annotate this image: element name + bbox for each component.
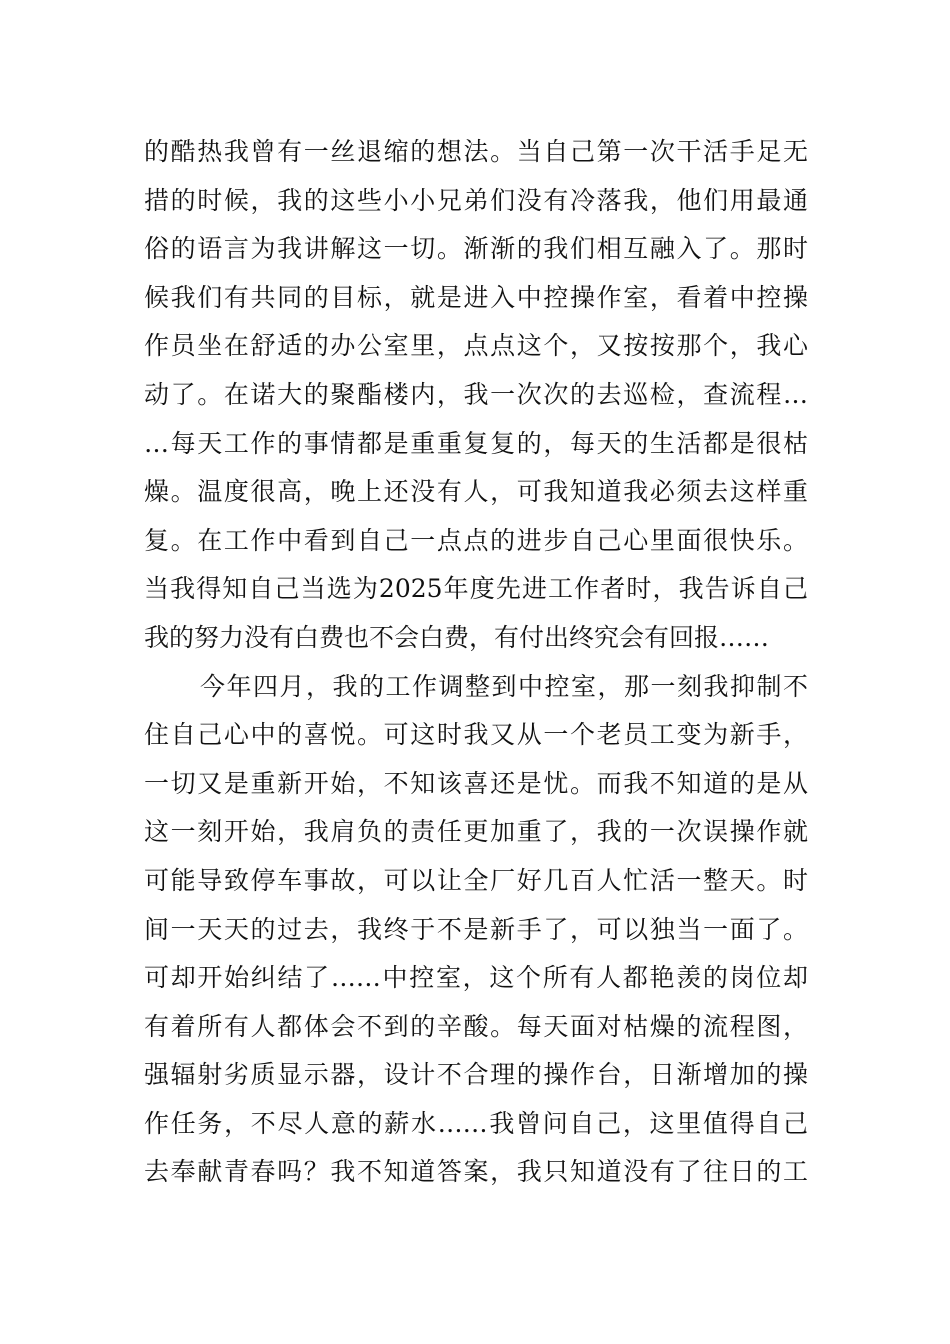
paragraph-line: 燥。温度很高，晚上还没有人，可我知道我必须去这样重 [144,477,808,507]
paragraph-line: 一切又是重新开始，不知该喜还是忧。而我不知道的是从 [144,768,808,798]
document-body [144,128,808,1197]
paragraph-line: 作员坐在舒适的办公室里，点点这个，又按按那个，我心 [144,331,808,361]
paragraph-line: 措的时候，我的这些小小兄弟们没有冷落我，他们用最通 [144,185,808,215]
paragraph-line: 作任务，不尽人意的薪水……我曾问自己，这里值得自己 [144,1108,808,1138]
paragraph-line: 间一天天的过去，我终于不是新手了，可以独当一面了。 [144,914,808,944]
paragraph-line: 动了。在诺大的聚酯楼内，我一次次的去巡检，查流程… [144,379,808,409]
paragraph-line: 可却开始纠结了……中控室，这个所有人都艳羡的岗位却 [144,963,808,993]
paragraph-line: 今年四月，我的工作调整到中控室，那一刻我抑制不 [200,671,808,701]
paragraph-line: …每天工作的事情都是重重复复的，每天的生活都是很枯 [144,428,808,458]
paragraph-line: 有着所有人都体会不到的辛酸。每天面对枯燥的流程图， [144,1011,808,1041]
paragraph-line: 强辐射劣质显示器，设计不合理的操作台，日渐增加的操 [144,1060,808,1090]
paragraph-line: 可能导致停车事故，可以让全厂好几百人忙活一整天。时 [144,865,808,895]
paragraph-line: 当我得知自己当选为2025年度先进工作者时，我告诉自己 [144,574,808,604]
paragraph-line: 去奉献青春吗？我不知道答案，我只知道没有了往日的工 [144,1157,808,1187]
paragraph-line: 俗的语言为我讲解这一切。渐渐的我们相互融入了。那时 [144,234,808,264]
paragraph-2 [144,663,808,1198]
paragraph-1 [144,128,808,663]
paragraph-line: 我的努力没有白费也不会白费，有付出终究会有回报…… [144,622,770,652]
paragraph-line: 候我们有共同的目标，就是进入中控操作室，看着中控操 [144,282,808,312]
paragraph-line: 的酷热我曾有一丝退缩的想法。当自己第一次干活手足无 [144,137,808,166]
paragraph-line: 复。在工作中看到自己一点点的进步自己心里面很快乐。 [144,525,808,555]
paragraph-line: 住自己心中的喜悦。可这时我又从一个老员工变为新手， [144,720,808,750]
paragraph-line: 这一刻开始，我肩负的责任更加重了，我的一次误操作就 [144,817,808,847]
